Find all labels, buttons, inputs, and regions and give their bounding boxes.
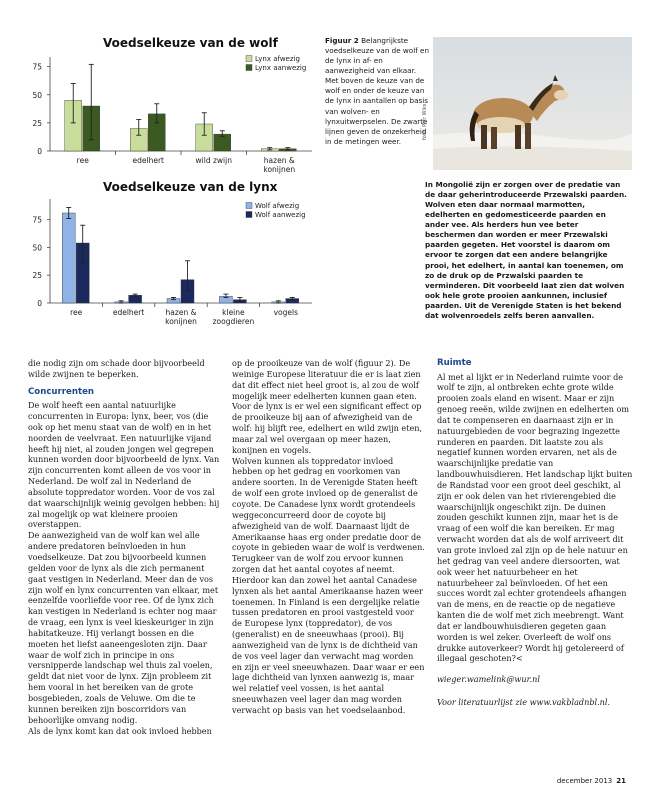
legend-swatch — [246, 203, 252, 209]
x-tick-label: ree — [70, 308, 83, 317]
y-tick-label: 0 — [37, 147, 42, 156]
author-email[interactable]: wieger.wamelink@wur.nl — [437, 674, 540, 685]
przewalski-horse-photo — [433, 37, 632, 170]
legend-label: Wolf afwezig — [255, 202, 300, 210]
issue-date: december 2013 — [556, 777, 613, 785]
figure-caption — [325, 36, 429, 147]
wolf-chart-title: Voedselkeuze van de wolf — [103, 36, 278, 50]
x-tick-label: hazen & — [165, 308, 197, 317]
y-tick-label: 25 — [32, 118, 42, 128]
sidebar-text: In Mongolië zijn er zorgen over de predatie van de daar geherintroduceerde Przewalski paarden. Wolven eten daar normaal marmotten, edelherten en gedomesticeerde paarden en ander vee. Als herders hun vee beter beschermen dan worden er meer Przewalski paarden gegeten. Het voorstel is daarom om ervoor te zorgen dat een andere belangrijke prooi, het edelhert, in aantal kan toenemen, om zo de druk op de Przwalski paarden te verminderen. Dit voorbeeld laat zien dat wolven ook hele grote prooien aankunnen, inclusief paarden. Uit de Verenigde Staten is het bekend dat wolvenroedels zelfs beren aanvallen. — [425, 180, 627, 320]
col2-paragraph-2: Wolven kunnen als toppredator invloed hebben op het gedrag en voorkomen van andere soorten. In de Verenigde Staten heeft de wolf een grote invloed op de generalist de coyote. De Canadese lynx wordt grotendeels weggeconcurreerd door de coyote bij afwezigheid van de wolf. Daarnaast lijdt de Amerikaanse haas erg onder predatie door de coyote in gebieden waar de wolf is verdwenen. Terugkeer van de wolf zou ervoor kunnen zorgen dat het aantal coyotes af neemt. Hierdoor kan dan zowel het aantal Canadese lynxen als het aantal Amerikaanse hazen weer toenemen. In Finland is een dergelijke relatie tussen predatoren en prooi vastgesteld voor de Europese lynx (toppredator), de vos (generalist) en de sneeuwhaas (prooi). Bij aanwezigheid van de lynx is de dichtheid van de vos veel lager dan verwacht mag worden en zijn er veel sneeuwhazen. Daar waar er een lage dichtheid van lynxen aanwezig is, maar wel relatief veel vossen, is het aantal sneeuwhazen veel lager dan mag worden verwacht op basis van het voedselaanbod. — [232, 455, 425, 715]
column-3 — [437, 358, 633, 708]
legend-swatch — [246, 56, 252, 62]
y-tick-label: 75 — [32, 62, 42, 72]
legend-label: Lynx aanwezig — [255, 64, 307, 72]
legend-swatch — [246, 212, 252, 218]
col3-paragraph-1: Al met al lijkt er in Nederland ruimte voor de wolf te zijn, al ontbreken echte grote wilde prooien zoals eland en wisent. Maar er zijn genoeg reeën, wilde zwijnen en edelherten om dat te compenseren en daarnaast zijn er in natuurgebieden de voor begrazing ingezette runderen en paarden. Dit laatste zou als negatief kunnen worden ervaren, net als de waarschijnlijke predatie van landbouwhuisdieren. Het landschap lijkt buiten de Randstad voor een groot deel geschikt, al zijn er ook delen van het rivierengebied die waarschijnlijk ongeschikt zijn. De duinen zouden geschikt kunnen zijn, maar het is de vraag of een wolf die kan bereiken. Er mag verwacht worden dat als de wolf arriveert dit van grote invloed zal zijn op de hele natuur en het gedrag van veel andere diersoorten, wat ook weer het natuurbeheer en het natuurbeheer zal beïnvloeden. Of het een succes wordt zal echter grotendeels afhangen van de mens, en de reactie op de negatieve kanten die de wolf met zich meebrengt. Want dat er landbouwhuisdieren gegeten gaan worden is wel zeker. Overleeft de wolf ons drukke autoverkeer? Wordt hij getolereerd of illegaal geschoten?< — [437, 371, 633, 664]
col2-paragraph-1: op de prooikeuze van de wolf (figuur 2). De weinige Europese literatuur die er is laat zien dat dit effect niet heel groot is, al zou de wolf mogelijk meer edelherten kunnen gaan eten. Voor de lynx is er wel een significant effect op de prooikeuze bij aan of afwezigheid van de wolf: hij blijft ree, edelhert en wild zwijn eten, maar zal wel overgaan op meer hazen, konijnen en vogels. — [232, 358, 423, 455]
wolf-diet-chart — [28, 54, 323, 178]
column-1 — [28, 358, 221, 736]
y-tick-label: 25 — [32, 271, 42, 281]
x-tick-label: konijnen — [263, 165, 296, 174]
page-number: 21 — [616, 777, 626, 785]
x-tick-label: hazen & — [263, 156, 295, 165]
legend-label: Wolf aanwezig — [255, 211, 306, 219]
photo-credit: foto: Petr Wiks — [422, 103, 428, 140]
x-tick-label: wild zwijn — [195, 156, 232, 165]
col1-paragraph-4: Als de lynx komt kan dat ook invloed hebben — [28, 725, 212, 736]
x-tick-label: zoogdieren — [212, 317, 255, 326]
lynx-chart-title: Voedselkeuze van de lynx — [103, 180, 278, 194]
y-tick-label: 75 — [32, 215, 42, 225]
col1-paragraph-3: De aanwezigheid van de wolf kan wel alle andere predatoren beïnvloeden in hun voedselkeuze. Dat zou bijvoorbeeld kunnen gelden voor de lynx als die zich permanent gaat vestigen in Nederland. Meer dan de vos zijn wolf en lynx concurrenten van elkaar, met eenzelfde voorliefde voor ree. Of de lynx zich kan vestigen in Nederland is echter nog maar de vraag, een lynx is veel kieskeuriger in zijn habitatkeuze. Hij verlangt bossen en die moeten het liefst aaneengesloten zijn. Daar waar de wolf zich in principe in ons versnipperde landschap wel thuis zal voelen, geldt dat niet voor de lynx. Zijn probleem zit hem vooral in het bereiken van de grote bosgebieden, zoals de Veluwe. Om die te kunnen bereiken zijn boscorridors van behoorlijke omvang nodig. — [28, 530, 219, 725]
literature-note: Voor literatuurlijst zie www.vakbladnbl.nl. — [437, 697, 611, 708]
x-tick-label: edelhert — [132, 156, 164, 165]
col1-paragraph-2: De wolf heeft een aantal natuurlijke concurrenten in Europa: lynx, beer, vos (die ook op het menu staat van de wolf) en in het noorden de veelvraat. Een natuurlijke vijand heeft hij niet, al zouden jongen wel gegrepen kunnen worden door bijvoorbeeld de lynx. Van zijn concurrenten komt alleen de vos voor in Nederland. De wolf zal in Nederland de absolute toppredator worden. Voor de vos zal dat waarschijnlijk weinig gevolgen hebben: hij zal mogelijk op wat kleinere prooien overstappen. — [28, 400, 220, 530]
y-tick-label: 0 — [37, 299, 42, 308]
x-tick-label: ree — [76, 156, 89, 165]
heading-ruimte: Ruimte — [437, 358, 472, 368]
y-tick-label: 50 — [32, 243, 42, 253]
x-tick-label: kleine — [222, 308, 245, 317]
col1-paragraph-1: die nodig zijn om schade door bijvoorbeeld wilde zwijnen te beperken. — [28, 358, 205, 379]
bar — [62, 213, 75, 303]
column-2 — [232, 358, 425, 716]
figure-caption-text: Belangrijkste voedselkeuze van de wolf en de lynx in af- en aanwezigheid van elkaar. Met boven de keuze van de wolf en onder de keuze van de lynx in aantallen op basis van wolven- en lynxuitwerpselen. De zwarte lijnen geven de onzekerheid in de metingen weer. — [325, 36, 429, 146]
legend-swatch — [246, 65, 252, 71]
x-tick-label: vogels — [273, 308, 299, 317]
page-footer — [557, 777, 626, 785]
figure-label: Figuur 2 — [325, 36, 359, 45]
heading-concurrenten: Concurrenten — [28, 386, 95, 397]
legend-label: Lynx afwezig — [255, 55, 300, 63]
y-tick-label: 50 — [32, 90, 42, 100]
x-tick-label: edelhert — [112, 308, 145, 317]
x-tick-label: konijnen — [165, 317, 197, 326]
lynx-diet-chart — [28, 196, 323, 336]
